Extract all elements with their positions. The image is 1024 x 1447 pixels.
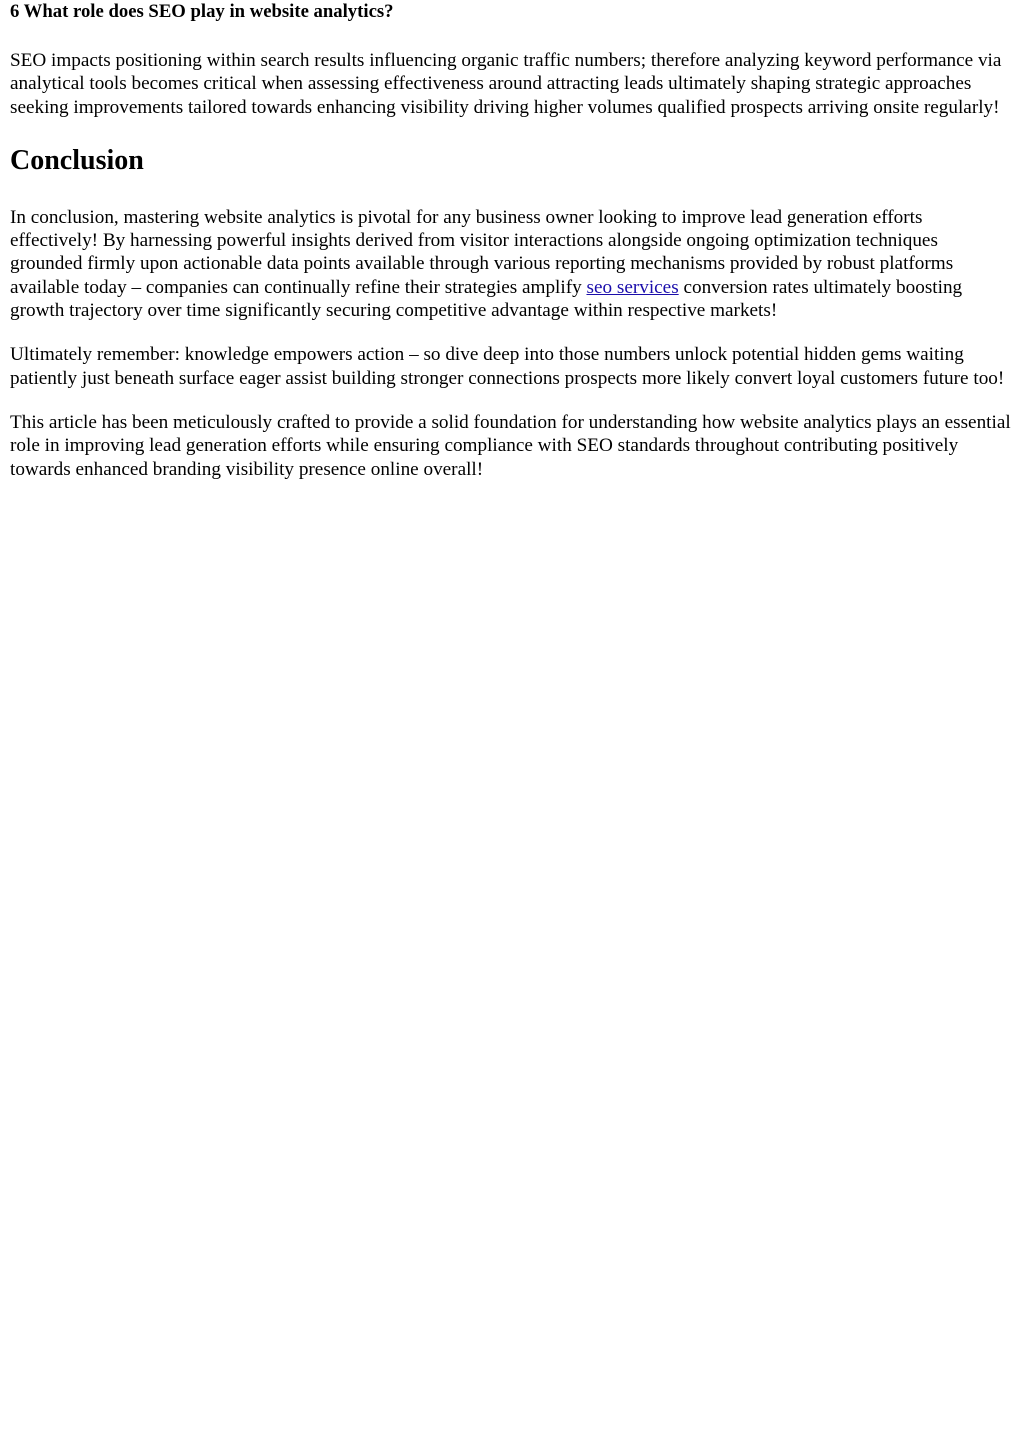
faq-answer-paragraph: SEO impacts positioning within search results influencing organic traffic numbers; therefore analyzing keyword performance via analytical tools becomes critical when assessing effectiveness around attracting leads ultimately shaping strategic approaches seeking improvements tailored towards enhancing visibility driving higher volumes qualified prospects arriving onsite regularly!	[10, 50, 1002, 118]
conclusion-paragraph-1-text-start: In conclusion, mastering website analytics is pivotal for any business owner looking to improve lead generation efforts effectively! By harnessing powerful insights derived from visitor interactions alongside ongoing optimization techniques grounded firmly upon actionable data points available through various reporting mechanisms provided by robust platforms available today – companies can continually refine their strategies amplify	[10, 206, 954, 298]
conclusion-paragraph-3: This article has been meticulously crafted to provide a solid foundation for understanding how website analytics plays an essential role in improving lead generation efforts while ensuring compliance with SEO standards throughout contributing positively towards enhanced branding visibility presence online overall!	[10, 411, 1011, 480]
seo-services-link[interactable]: seo services	[586, 276, 679, 298]
conclusion-paragraph-2: Ultimately remember: knowledge empowers action – so dive deep into those numbers unlock potential hidden gems waiting patiently just beneath surface eager assist building stronger connections prospects more likely convert loyal customers future too!	[10, 344, 1005, 389]
conclusion-paragraph-1-text-end: conversion rates ultimately boosting growth trajectory over time significantly securing competitive advantage within respective markets!	[10, 276, 963, 322]
conclusion-paragraph-1	[10, 206, 1014, 322]
faq-question-heading: 6 What role does SEO play in website analytics?	[10, 1, 394, 22]
conclusion-heading: Conclusion	[10, 144, 144, 176]
article-page	[0, 1, 1024, 481]
